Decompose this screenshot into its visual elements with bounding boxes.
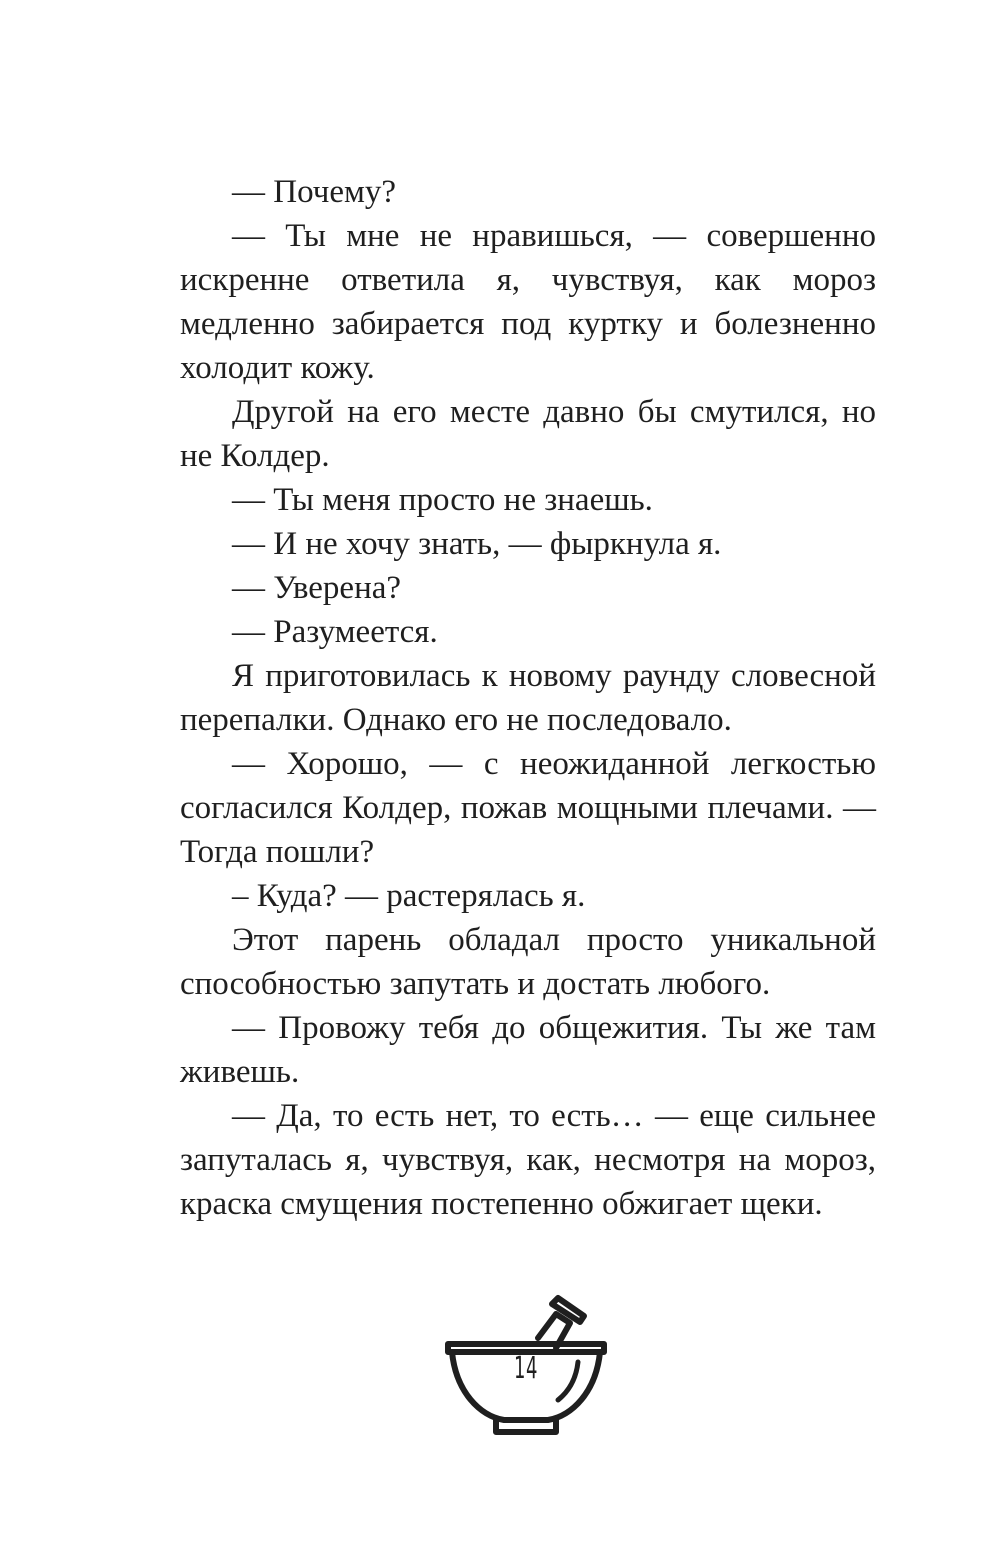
paragraph: — Да, то есть нет, то есть… — еще сильнее запуталась я, чувствуя, как, несмотря на мороз, краска смущения постепенно обжигает щеки.: [180, 1098, 876, 1222]
paragraph: Другой на его месте давно бы смутился, но не Колдер.: [180, 394, 876, 474]
paragraph: — Уверена?: [232, 570, 402, 606]
paragraph: — И не хочу знать, — фыркнула я.: [232, 526, 722, 562]
paragraph: – Куда? — растерялась я.: [232, 878, 586, 914]
page-number-ornament: [440, 1292, 610, 1440]
paragraph: Я приготовилась к новому раунду словесной перепалки. Однако его не последовало.: [180, 658, 876, 738]
page-number: 14: [513, 1351, 539, 1386]
paragraph: — Почему?: [232, 174, 397, 210]
paragraph: — Хорошо, — с неожиданной легкостью согласился Колдер, пожав мощными плечами. — Тогда пошли?: [180, 746, 876, 870]
paragraph: — Разумеется.: [232, 614, 438, 650]
paragraph: — Ты мне не нравишься, — совершенно искренне ответила я, чувствуя, как мороз медленно забирается под куртку и болезненно холодит кожу.: [180, 218, 876, 386]
paragraph: Этот парень обладал просто уникальной способностью запутать и достать любого.: [180, 922, 876, 1002]
paragraph: — Ты меня просто не знаешь.: [232, 482, 653, 518]
paragraph: — Провожу тебя до общежития. Ты же там живешь.: [180, 1010, 876, 1090]
page-text: [180, 170, 876, 1226]
